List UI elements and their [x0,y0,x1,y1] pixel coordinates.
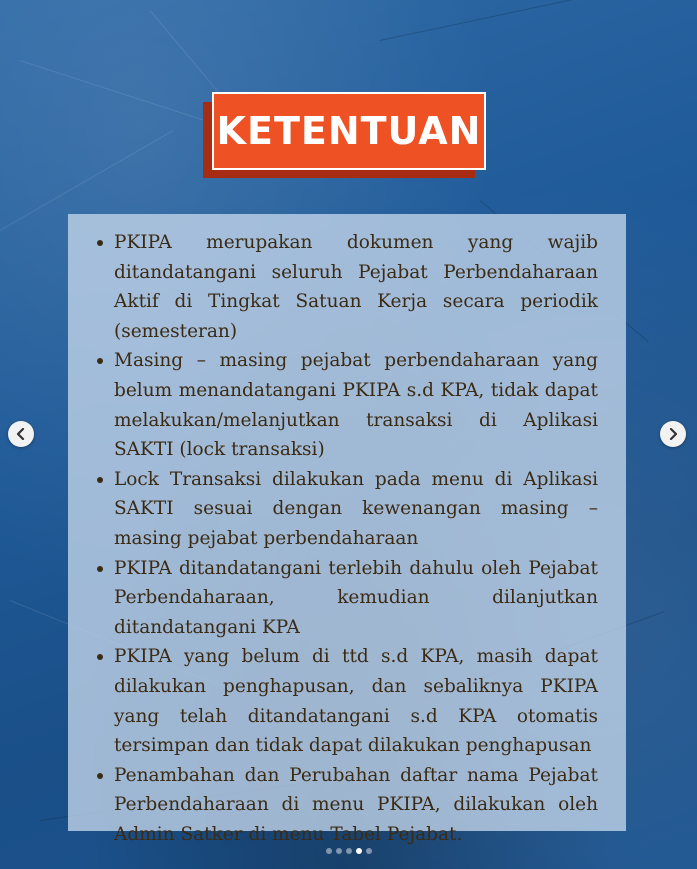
list-item-text: Masing – masing pejabat perbendaharaan yang belum menandatangani PKIPA s.d KPA, tidak dapat melakukan/melanjutkan transaksi di Aplikasi SAKTI (lock transaksi) [114,350,598,461]
list-item-text: PKIPA ditandatangani terlebih dahulu oleh Pejabat Perbendaharaan, kemudian dilanjutkan ditandatangani KPA [114,557,598,638]
title-banner [203,92,485,178]
bullet-icon [97,773,103,779]
page-title: KETENTUAN [216,109,482,153]
title-banner-box [212,92,486,170]
content-panel [68,214,626,845]
carousel-next-button[interactable] [660,421,686,447]
paper-texture [380,0,674,41]
bullet-icon [97,477,103,483]
chevron-left-icon [15,428,27,440]
carousel-dot[interactable] [336,848,342,854]
list-item [114,761,598,850]
list-item [114,554,598,643]
carousel-dot[interactable] [346,848,352,854]
carousel-dot[interactable] [356,848,362,854]
rules-list [68,214,626,849]
bullet-icon [97,654,103,660]
list-item [114,346,598,464]
list-item-text: PKIPA merupakan dokumen yang wajib ditandatangani seluruh Pejabat Perbendaharaan Aktif di Tingkat Satuan Kerja secara periodik (semesteran) [114,232,598,342]
chevron-right-icon [667,428,679,440]
bullet-icon [97,240,103,246]
list-item-text: Penambahan dan Perubahan daftar nama Pejabat Perbendaharaan di menu PKIPA, dilakukan oleh Admin Satker di menu Tabel Pejabat. [114,764,598,845]
carousel-pagination [0,848,697,854]
list-item [114,642,598,760]
carousel-dot[interactable] [326,848,332,854]
bullet-icon [97,566,103,572]
list-item [114,228,598,346]
list-item-text: Lock Transaksi dilakukan pada menu di Aplikasi SAKTI sesuai dengan kewenangan masing – masing pejabat perbendaharaan [114,468,598,549]
carousel-dot[interactable] [366,848,372,854]
list-item [114,465,598,554]
bullet-icon [97,358,103,364]
list-item-text: PKIPA yang belum di ttd s.d KPA, masih dapat dilakukan penghapusan, dan sebaliknya PKIPA yang telah ditandatangani s.d KPA otomatis tersimpan dan tidak dapat dilakukan penghapusan [114,646,598,757]
carousel-prev-button[interactable] [8,421,34,447]
